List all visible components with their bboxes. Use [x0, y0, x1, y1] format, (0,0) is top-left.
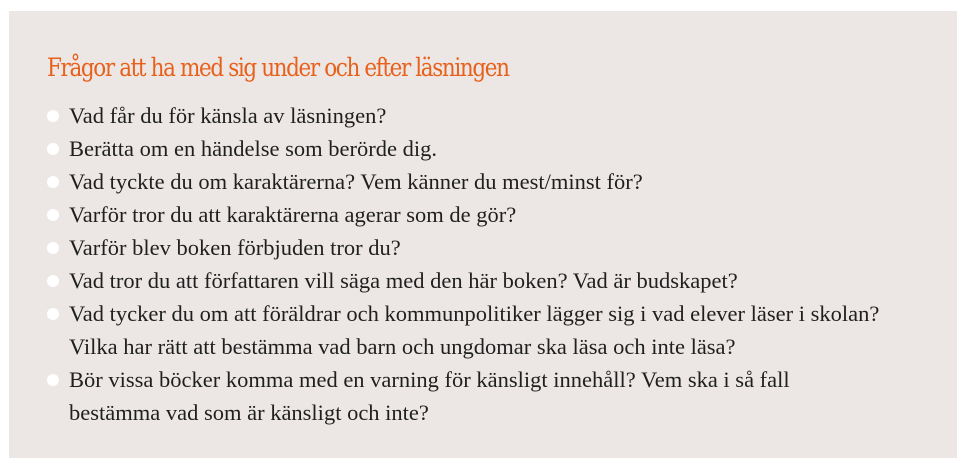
list-item [47, 165, 937, 198]
bullet-icon [47, 374, 59, 386]
question-text: Vad tror du att författaren vill säga med den här boken? Vad är budskapet? [69, 268, 738, 293]
bullet-icon [47, 275, 59, 287]
question-text: Vad tycker du om att föräldrar och kommunpolitiker lägger sig i vad elever läser i skolan? Vilka har rätt att bestämma vad barn och ungdomar ska läsa och inte läsa? [69, 301, 880, 359]
question-text: Varför tror du att karaktärerna agerar som de gör? [69, 202, 517, 227]
list-item [47, 297, 937, 363]
questions-list [47, 99, 937, 429]
question-text: Vad tyckte du om karaktärerna? Vem känner du mest/minst för? [69, 169, 643, 194]
list-item [47, 99, 937, 132]
bullet-icon [47, 308, 59, 320]
list-item [47, 231, 937, 264]
bullet-icon [47, 110, 59, 122]
list-item [47, 363, 937, 429]
question-text: Varför blev boken förbjuden tror du? [69, 235, 401, 260]
list-item [47, 132, 937, 165]
box-title: Frågor att ha med sig under och efter läsningen [47, 53, 509, 82]
question-text: Vad får du för känsla av läsningen? [69, 103, 387, 128]
bullet-icon [47, 176, 59, 188]
bullet-icon [47, 209, 59, 221]
question-text: Bör vissa böcker komma med en varning för känsligt innehåll? Vem ska i så fall bestämma vad som är känsligt och inte? [69, 367, 790, 425]
question-text: Berätta om en händelse som berörde dig. [69, 136, 438, 161]
list-item [47, 198, 937, 231]
list-item [47, 264, 937, 297]
discussion-questions-box [9, 11, 957, 458]
bullet-icon [47, 143, 59, 155]
bullet-icon [47, 242, 59, 254]
